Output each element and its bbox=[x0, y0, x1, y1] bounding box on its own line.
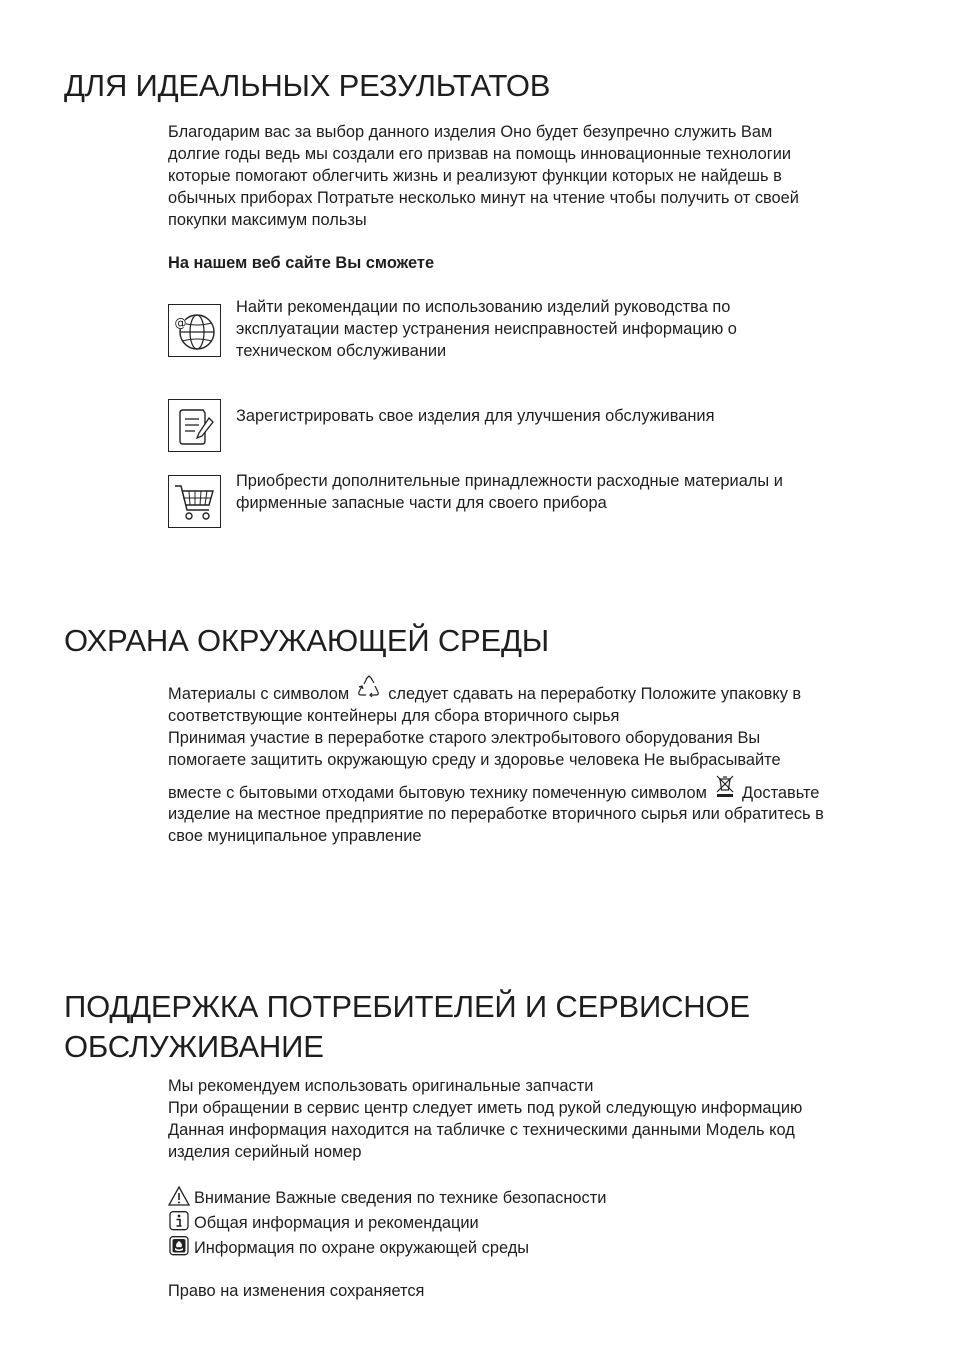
legend-warning bbox=[168, 1186, 606, 1209]
footer-note bbox=[168, 1280, 908, 1302]
support-line: При обращении в сервис центр следует иметь под рукой следующую информацию bbox=[168, 1099, 803, 1117]
intro-line: которые помогают облегчить жизнь и реализуют функции которых не найдешь в bbox=[168, 167, 782, 185]
title-line: ПОДДЕРЖКА ПОТРЕБИТЕЛЕЙ И СЕРВИСНОЕ bbox=[64, 989, 750, 1024]
legend-info bbox=[168, 1211, 479, 1234]
item-line: эксплуатации мастер устранения неисправностей информацию о bbox=[236, 320, 737, 338]
support-line: Мы рекомендуем использовать оригинальные запчасти bbox=[168, 1077, 594, 1095]
section-title-support bbox=[64, 987, 750, 1067]
legend-environment bbox=[168, 1236, 529, 1259]
support-line: Данная информация находится на табличке с техническими данными Модель код bbox=[168, 1121, 795, 1139]
env-line-2: соответствующие контейнеры для сбора вторичного сырья bbox=[168, 707, 620, 725]
warning-icon bbox=[168, 1186, 190, 1206]
env-line-7: свое муниципальное управление bbox=[168, 827, 422, 845]
info-icon bbox=[168, 1211, 190, 1231]
crossed-bin-icon bbox=[714, 773, 736, 799]
item-line: техническом обслуживании bbox=[236, 342, 447, 360]
footer-text: Право на изменения сохраняется bbox=[168, 1282, 425, 1300]
env-line-1 bbox=[168, 683, 928, 705]
env-text: Доставьте bbox=[741, 784, 820, 802]
register-document-icon bbox=[168, 399, 221, 452]
env-text: Материалы с символом bbox=[168, 685, 350, 703]
title-line: ОБСЛУЖИВАНИЕ bbox=[64, 1029, 324, 1064]
env-line-6: изделие на местное предприятие по переработке вторичного сырья или обратитесь в bbox=[168, 805, 824, 823]
intro-line: долгие годы ведь мы создали его призвав на помощь инновационные технологии bbox=[168, 145, 792, 163]
item-line: Зарегистрировать свое изделия для улучшения обслуживания bbox=[236, 407, 715, 425]
legend-text: Внимание Важные сведения по технике безопасности bbox=[194, 1189, 607, 1207]
web-heading bbox=[168, 252, 908, 274]
env-line-3: Принимая участие в переработке старого электробытового оборудования Вы bbox=[168, 729, 761, 747]
recycle-icon bbox=[355, 675, 383, 701]
svg-text:@: @ bbox=[174, 316, 187, 330]
item-line: Найти рекомендации по использованию изделий руководства по bbox=[236, 298, 731, 316]
support-line: изделия серийный номер bbox=[168, 1143, 362, 1161]
shopping-cart-icon bbox=[168, 475, 221, 528]
item-line: фирменные запасные части для своего прибора bbox=[236, 494, 607, 512]
env-line-5 bbox=[168, 781, 928, 803]
item-line: Приобрести дополнительные принадлежности расходные материалы и bbox=[236, 472, 783, 490]
section-title-best-results: ДЛЯ ИДЕАЛЬНЫХ РЕЗУЛЬТАТОВ bbox=[64, 68, 551, 103]
intro-line: покупки максимум пользы bbox=[168, 211, 367, 229]
web-heading-text: На нашем веб сайте Вы сможете bbox=[168, 254, 435, 272]
intro-line: Благодарим вас за выбор данного изделия Оно будет безупречно служить Вам bbox=[168, 123, 773, 141]
item-online-support bbox=[236, 296, 896, 362]
environment-paragraph bbox=[168, 683, 928, 847]
support-paragraph bbox=[168, 1075, 908, 1163]
item-buy-accessories bbox=[236, 470, 896, 514]
environment-icon bbox=[168, 1236, 190, 1256]
env-text: следует сдавать на переработку Положите упаковку в bbox=[388, 685, 802, 703]
intro-paragraph bbox=[168, 121, 908, 231]
item-register-product bbox=[236, 405, 896, 427]
env-line-4: помогаете защитить окружающую среду и здоровье человека Не выбрасывайте bbox=[168, 751, 781, 769]
legend-text: Информация по охране окружающей среды bbox=[194, 1239, 530, 1257]
env-text: вместе с бытовыми отходами бытовую технику помеченную символом bbox=[168, 784, 707, 802]
legend-text: Общая информация и рекомендации bbox=[194, 1214, 479, 1232]
globe-at-icon bbox=[168, 304, 221, 357]
intro-line: обычных приборах Потратьте несколько минут на чтение чтобы получить от своей bbox=[168, 189, 799, 207]
section-title-environment: ОХРАНА ОКРУЖАЮЩЕЙ СРЕДЫ bbox=[64, 623, 550, 658]
